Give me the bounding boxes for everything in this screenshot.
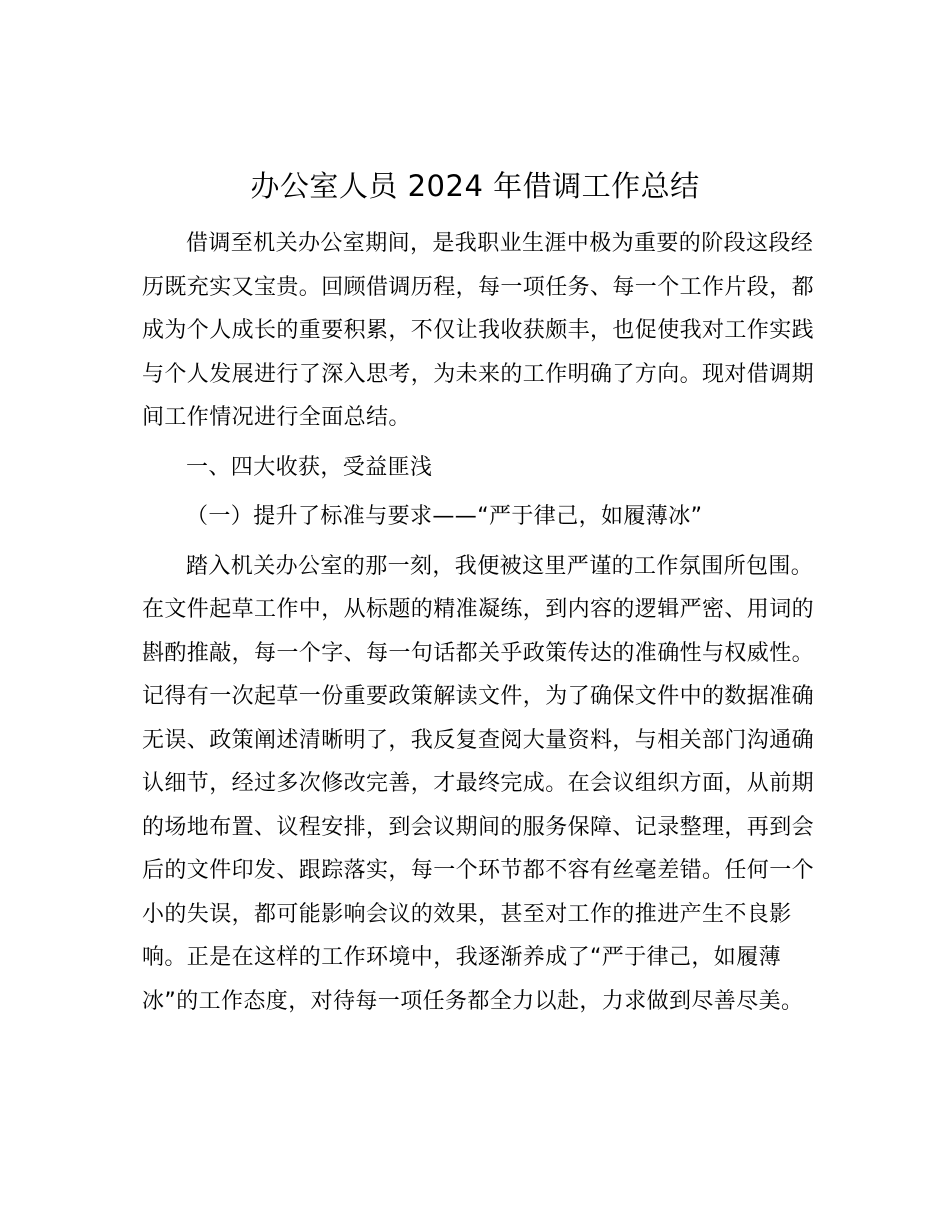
section-heading: 一、四大收获，受益匪浅 [186, 454, 433, 480]
body-paragraph: 踏入机关办公室的那一刻，我便被这里严谨的工作氛围所包围。在文件起草工作中，从标题的精准凝练，到内容的逻辑严密、用词的斟酌推敲，每一个字、每一句话都关乎政策传达的准确性与权威性。记得有一次起草一份重要政策解读文件，为了确保文件中的数据准确无误、政策阐述清晰明了，我反复查阅大量资料，与相关部门沟通确认细节，经过多次修改完善，才最终完成。在会议组织方面，从前期的场地布置、议程安排，到会议期间的服务保障、记录整理，再到会后的文件印发、跟踪落实，每一个环节都不容有丝毫差错。任何一个小的失误，都可能影响会议的效果，甚至对工作的推进产生不良影响。正是在这样的工作环境中，我逐渐养成了“严于律己，如履薄冰”的工作态度，对待每一项任务都全力以赴，力求做到尽善尽美。 [142, 553, 815, 1014]
intro-paragraph: 借调至机关办公室期间，是我职业生涯中极为重要的阶段这段经历既充实又宝贵。回顾借调历程，每一项任务、每一个工作片段，都成为个人成长的重要积累，不仅让我收获颇丰，也促使我对工作实践与个人发展进行了深入思考，为未来的工作明确了方向。现对借调期间工作情况进行全面总结。 [142, 231, 815, 430]
document-body [142, 222, 822, 1023]
document-title: 办公室人员 2024 年借调工作总结 [250, 169, 700, 203]
subsection-heading: （一）提升了标准与要求——“严于律己，如履薄冰” [186, 504, 703, 529]
